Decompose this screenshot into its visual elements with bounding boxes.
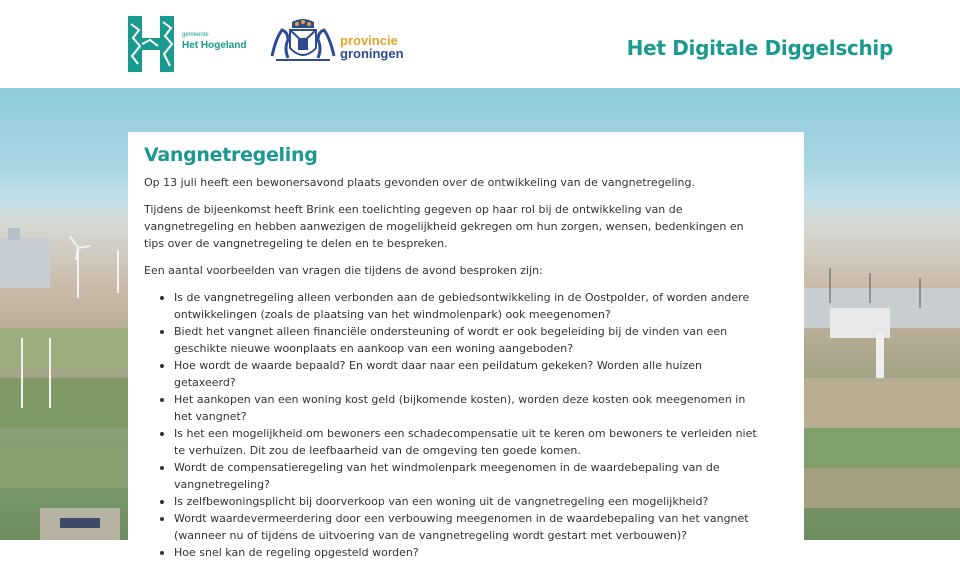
article-paragraph: Tijdens de bijeenkomst heeft Brink een toelichting gegeven op haar rol bij de ontwikkeling van de vangnetregeling en hebben aanwezigen de mogelijkheid gekregen om hun zorgen, wensen, bedenkingen en tips over de vangnetregeling te delen en te bespreken. — [144, 203, 744, 250]
list-item: Wordt waardevermeerdering door een verbouwing meegenomen in de waardebepaling van het vangnet (wanneer nu of tijdens de uitvoering van de vangnetregeling wordt gestart met verbouwen)? — [158, 510, 758, 544]
list-item: Is zelfbewoningsplicht bij doorverkoop van een woning uit de vangnetregeling een mogelijkheid? — [158, 493, 758, 510]
list-item: Is het een mogelijkheid om bewoners een schadecompensatie uit te keren om bewoners te verleiden niet te verhuizen. Dit zou de leefbaarheid van de omgeving ten goede komen. — [158, 425, 758, 459]
site-header — [0, 0, 960, 88]
article-title: Vangnetregeling — [144, 144, 318, 166]
hogeland-h-icon — [128, 16, 176, 72]
list-item: Is de vangnetregeling alleen verbonden aan de gebiedsontwikkeling in de Oostpolder, of worden andere ontwikkelingen (zoals de plaatsing van het windmolenpark) ook meegenomen? — [158, 289, 758, 323]
site-title[interactable]: Het Digitale Diggelschip — [626, 36, 893, 60]
questions-list — [158, 289, 788, 561]
article-intro: Op 13 juli heeft een bewonersavond plaats gevonden over de ontwikkeling van de vangnetregeling. — [144, 176, 696, 189]
hogeland-label-small: gemeente — [182, 32, 209, 38]
coat-of-arms-icon — [270, 18, 336, 64]
list-item: Het aankopen van een woning kost geld (bijkomende kosten), worden deze kosten ook meegenomen in het vangnet? — [158, 391, 758, 425]
provincie-label: provincie — [340, 33, 398, 48]
hogeland-label-name: Het Hogeland — [182, 40, 247, 51]
list-item: Biedt het vangnet alleen financiële ondersteuning of wordt er ook begeleiding bij de vinden van een geschikte nieuwe woonplaats en aankoop van een woning aangeboden? — [158, 323, 758, 357]
provincie-groningen-logo[interactable] — [270, 18, 410, 66]
list-item: Hoe snel kan de regeling opgesteld worden? — [158, 544, 758, 561]
list-item: Wordt de compensatieregeling van het windmolenpark meegenomen in de waardebepaling van de vangnetregeling? — [158, 459, 758, 493]
hogeland-logo[interactable] — [128, 16, 253, 72]
groningen-label: groningen — [340, 46, 404, 61]
list-item: Hoe wordt de waarde bepaald? En wordt daar naar een peildatum gekeken? Worden alle huizen getaxeerd? — [158, 357, 758, 391]
article-card — [128, 132, 804, 559]
article-questions-intro: Een aantal voorbeelden van vragen die tijdens de avond besproken zijn: — [144, 264, 543, 277]
